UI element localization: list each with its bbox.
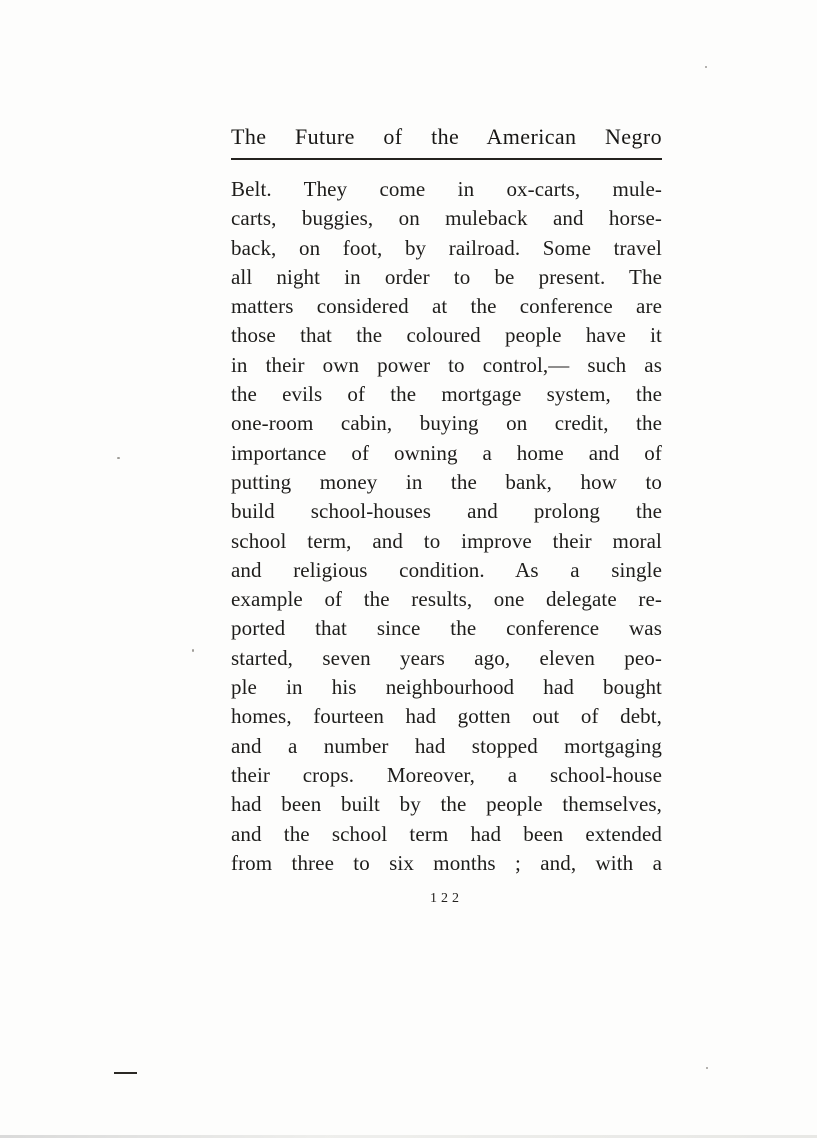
text-line: one-room cabin, buying on credit, the: [231, 411, 662, 436]
text-line: started, seven years ago, eleven peo-: [231, 645, 662, 670]
text-line: ple in his neighbourhood had bought: [231, 675, 662, 700]
body-text: [231, 175, 662, 878]
stray-mark-dash: [114, 1072, 137, 1074]
header-rule: [231, 158, 662, 160]
text-line: the evils of the mortgage system, the: [231, 382, 662, 407]
text-line: from three to six months ; and, with a: [231, 850, 662, 875]
text-line: and the school term had been extended: [231, 821, 662, 846]
text-line: in their own power to control,— such as: [231, 352, 662, 377]
scan-speck: [705, 66, 707, 68]
scan-speck: [706, 1067, 708, 1069]
text-line: back, on foot, by railroad. Some travel: [231, 235, 662, 260]
text-line: homes, fourteen had gotten out of debt,: [231, 704, 662, 729]
page-number: 122: [430, 891, 463, 907]
text-line: Belt. They come in ox-carts, mule-: [231, 177, 662, 201]
text-line: importance of owning a home and of: [231, 440, 662, 465]
text-line: matters considered at the conference are: [231, 294, 662, 319]
text-block: [231, 124, 662, 907]
text-line: carts, buggies, on muleback and horse-: [231, 206, 662, 231]
text-line: build school-houses and prolong the: [231, 499, 662, 524]
text-line: had been built by the people themselves,: [231, 792, 662, 817]
running-head: The Future of the American Negro: [231, 124, 662, 149]
text-line: example of the results, one delegate re-: [231, 587, 662, 612]
text-line: those that the coloured people have it: [231, 323, 662, 348]
text-line: their crops. Moreover, a school-house: [231, 762, 662, 787]
scan-speck: [117, 457, 120, 459]
text-line: putting money in the bank, how to: [231, 469, 662, 494]
text-line: school term, and to improve their moral: [231, 528, 662, 553]
text-line: all night in order to be present. The: [231, 264, 662, 289]
text-line: ported that since the conference was: [231, 616, 662, 641]
scan-speck: [192, 649, 194, 652]
text-line: and a number had stopped mortgaging: [231, 733, 662, 758]
text-line: and religious condition. As a single: [231, 557, 662, 582]
